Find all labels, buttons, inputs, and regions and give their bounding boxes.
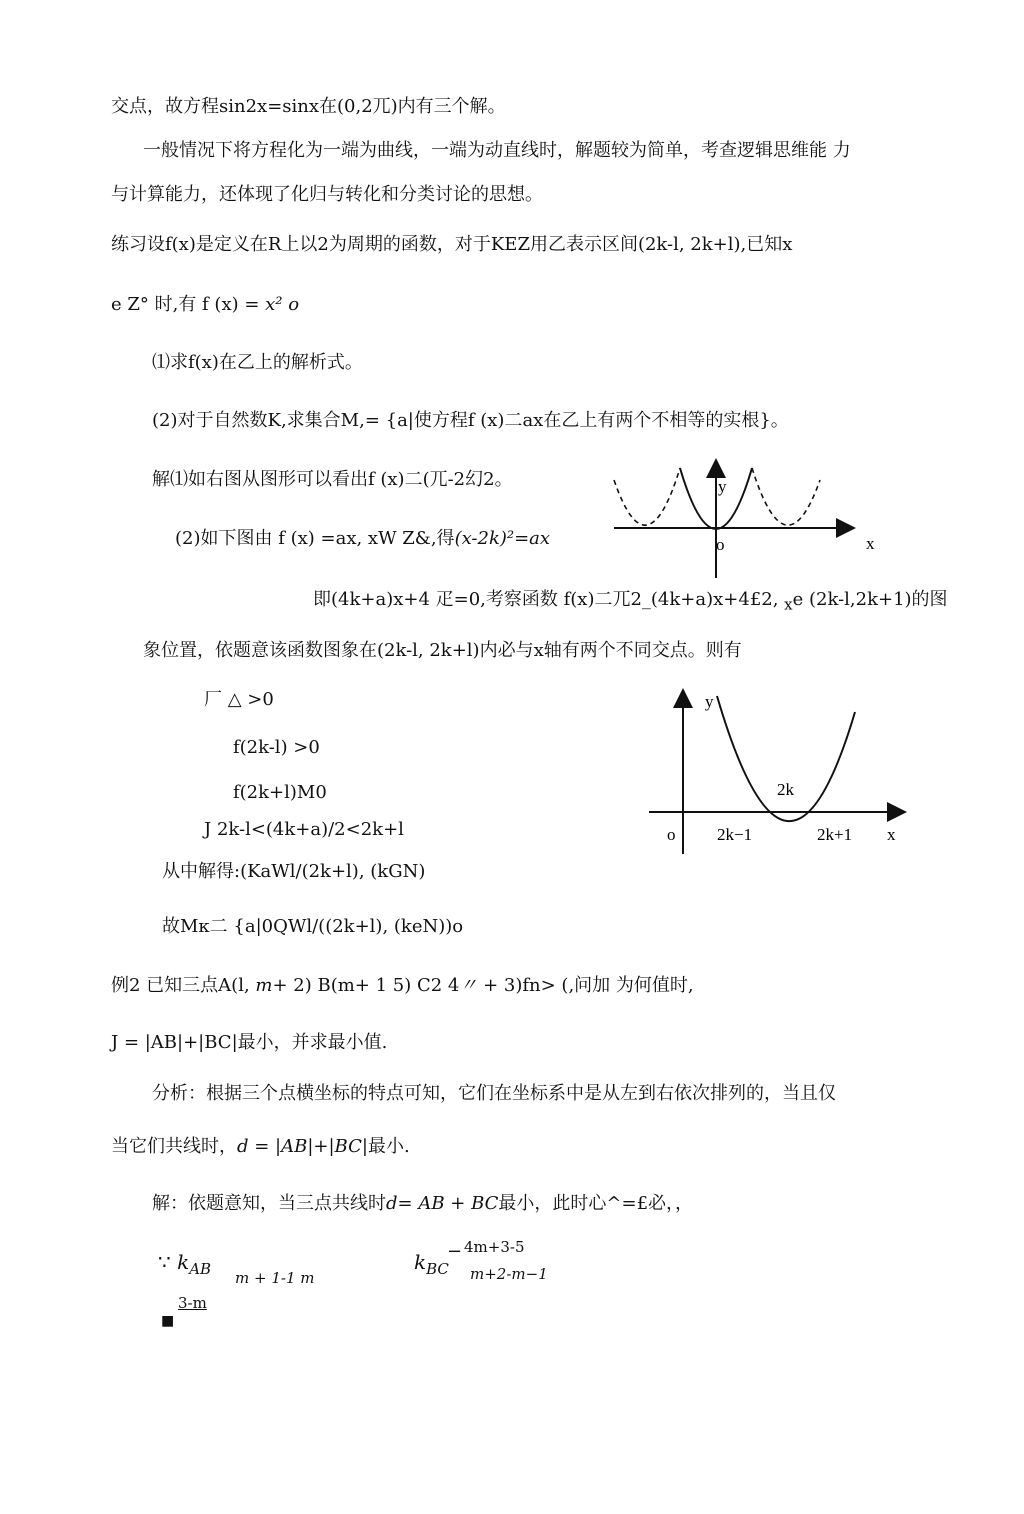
text-span: 解：依题意知，当三点共线时 <box>152 1193 386 1214</box>
system-line: f(2k+l)M0 <box>233 782 327 803</box>
graph-periodic-parabolas <box>600 450 900 585</box>
formula: d= AB + BC <box>386 1193 499 1214</box>
text-span: 最小. <box>367 1136 410 1157</box>
text-line: 一般情况下将方程化为一端为曲线，一端为动直线时，解题较为简单，考查逻辑思维能 力 <box>143 140 851 161</box>
text-line <box>152 1192 693 1216</box>
text-line: 解⑴如右图从图形可以看出f (x)二(兀-2幻2。 <box>152 469 513 490</box>
text-line: 与计算能力，还体现了化归与转化和分类讨论的思想。 <box>111 184 543 205</box>
formula-denominator: m + 1-1 m <box>235 1269 315 1287</box>
text-line <box>111 974 694 998</box>
dashed-parabola-left <box>614 468 680 525</box>
formula: (x-2k)²=ax <box>454 528 551 549</box>
tick-label-2k-1: 2k−1 <box>717 825 753 844</box>
system-line: J 2k-l<(4k+a)/2<2k+l <box>204 819 404 840</box>
text-line: 练习设f(x)是定义在R上以2为周期的函数，对于KEZ用乙表示区间(2k-l, 2k+l),已知x <box>111 234 793 255</box>
system-line: 厂 △ >0 <box>204 689 274 710</box>
parabola-curve <box>717 696 855 821</box>
formula: k <box>414 1250 427 1274</box>
subscript: AB <box>189 1260 212 1278</box>
minus-sign: − <box>447 1241 463 1262</box>
text-line: J = |AB|+|BC|最小，并求最小值. <box>111 1032 388 1053</box>
text-span: 2) B(m+ 1 5) C2 4 <box>287 975 460 996</box>
dashed-parabola-right <box>752 468 820 525</box>
system-line: f(2k-l) >0 <box>233 737 320 758</box>
bullet-mark: ■ <box>161 1313 175 1329</box>
graph-parabola-roots <box>645 682 915 857</box>
formula: k <box>177 1250 190 1274</box>
formula-numerator: 3-m <box>178 1294 207 1312</box>
text-line: 故Mκ二 {a|0QWl/((2k+l), (keN))o <box>162 916 464 937</box>
text-line: 象位置，依题意该函数图象在(2k-l, 2k+l)内必与x轴有两个不同交点。则有 <box>143 640 742 661</box>
text-span: 例2 已知三点A(l, <box>111 975 256 996</box>
text-line <box>175 527 550 551</box>
text-line <box>111 293 299 317</box>
vertex-label: 2k <box>777 780 794 799</box>
therefore-symbol: ∵ <box>158 1250 178 1274</box>
x-label: x <box>866 534 875 553</box>
formula: 〃 <box>459 975 478 996</box>
formula-denominator: m+2-m−1 <box>470 1265 548 1283</box>
formula: x² o <box>265 294 300 315</box>
text-line: 分析：根据三个点横坐标的特点可知，它们在坐标系中是从左到右依次排列的，当且仅 <box>152 1083 836 1104</box>
text-span: e Z° 时,有 f (x) = <box>111 294 266 315</box>
text-line <box>111 1135 410 1159</box>
formula-numerator: 4m+3-5 <box>464 1238 525 1256</box>
text-line: 交点，故方程sin2x=sinx在(0,2兀)内有三个解。 <box>111 96 506 117</box>
text-span: (2)如下图由 f (x) =ax, xW Z&,得 <box>175 528 455 549</box>
subscript: x <box>784 595 793 614</box>
origin-label: o <box>667 825 676 844</box>
formula: d = |AB|+|BC| <box>237 1136 368 1157</box>
text-span: + 3)fn> (,问加 为何值时, <box>477 975 694 996</box>
text-span: e (2k-l,2k+1)的图 <box>792 589 948 610</box>
y-label: y <box>705 692 714 711</box>
text-line: ⑴求f(x)在乙上的解析式。 <box>152 352 363 373</box>
text-line: (2)对于自然数K,求集合M,= {a|使方程f (x)二ax在乙上有两个不相等的实根}。 <box>152 410 789 431</box>
subscript: BC <box>426 1260 449 1278</box>
formula: m+ <box>255 975 288 996</box>
formula-kbc <box>414 1250 449 1281</box>
y-label: y <box>718 477 727 496</box>
text-span: 当它们共线时， <box>111 1136 237 1157</box>
text-span: 即(4k+a)x+4 疋=0,考察函数 f(x)二兀2_(4k+a)x+4£2, <box>313 589 785 610</box>
text-line: 从中解得:(KaWl/(2k+l), (kGN) <box>162 861 426 882</box>
text-span: 最小，此时心^=£必，， <box>498 1193 694 1214</box>
origin-label: o <box>716 535 725 554</box>
tick-label-2k+1: 2k+1 <box>817 825 853 844</box>
x-label: x <box>887 825 896 844</box>
text-line <box>313 588 948 617</box>
formula-kab <box>158 1250 211 1281</box>
